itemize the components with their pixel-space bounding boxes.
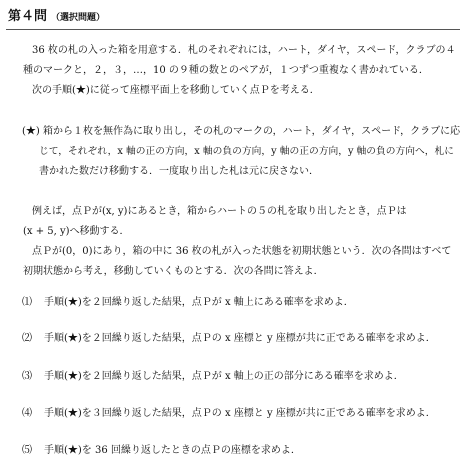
- example-line-3: 点Ｐが(0，0)にあり，箱の中に 36 枚の札が入った状態を初期状態という．次の各問はすべて: [32, 246, 452, 257]
- problem-title: [8, 8, 105, 27]
- example-line-2: (x + 5, y)へ移動する．: [23, 226, 130, 237]
- example-line-4: 初期状態から考え，移動していくものとする．次の各問に答えよ．: [23, 266, 324, 277]
- procedure-line-2: じて，それぞれ，x 軸の正の方向，x 軸の負の方向，y 軸の正の方向，y 軸の負の方向へ，札に: [39, 146, 455, 157]
- procedure-line-1: (★) 箱から１枚を無作為に取り出し，その札のマークの，ハート，ダイヤ，スペード，クラブに応: [22, 126, 461, 137]
- question-text: 手順(★)を２回繰り返した結果，点Ｐが x 軸上にある確率を求めよ．: [44, 297, 354, 308]
- example-line-1: 例えば，点Ｐが(x, y)にあるとき，箱からハートの５の札を取り出したとき，点Ｐは: [32, 206, 407, 217]
- procedure-line-3: 書かれた数だけ移動する．一度取り出した札は元に戻さない．: [39, 166, 319, 177]
- question-text: 手順(★)を３回繰り返した結果，点Ｐの x 座標と y 座標が共に正である確率を求めよ．: [44, 408, 436, 419]
- question-4: [22, 407, 436, 421]
- question-number: ⑷: [22, 408, 32, 419]
- question-1: [22, 296, 354, 310]
- intro-line-3: 次の手順(★)に従って座標平面上を移動していく点Ｐを考える．: [32, 85, 320, 96]
- question-number: ⑶: [22, 371, 32, 382]
- question-number: ⑴: [22, 297, 32, 308]
- question-number: ⑸: [22, 445, 32, 456]
- question-5: [22, 444, 301, 458]
- intro-line-1: 36 枚の札の入った箱を用意する．札のそれぞれには，ハート，ダイヤ，スペード，クラブの４: [32, 45, 456, 56]
- question-text: 手順(★)を２回繰り返した結果，点Ｐが x 軸上の正の部分にある確率を求めよ．: [44, 371, 404, 382]
- intro-line-2: 種のマークと，２，３，…，10 の９種の数とのペアが，１つずつ重複なく書かれている．: [23, 65, 429, 76]
- question-number: ⑵: [22, 333, 32, 344]
- problem-type-label: （選択問題）: [51, 13, 106, 23]
- problem-number: 第４問: [8, 9, 48, 24]
- question-text: 手順(★)を２回繰り返した結果，点Ｐの x 座標と y 座標が共に正である確率を求めよ．: [44, 333, 436, 344]
- title-divider: [6, 29, 460, 30]
- question-text: 手順(★)を 36 回繰り返したときの点Ｐの座標を求めよ．: [44, 445, 301, 456]
- question-3: [22, 370, 404, 384]
- question-2: [22, 332, 436, 346]
